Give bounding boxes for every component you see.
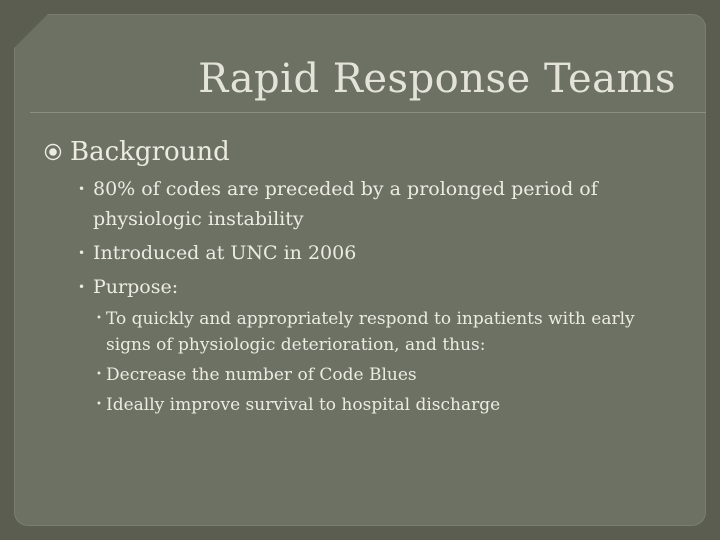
slide-content [44,134,680,418]
bullet-item [44,238,680,268]
title-divider [30,112,706,113]
bullet-dot-icon: • [78,246,86,260]
sub-bullet-text: Ideally improve survival to hospital discharge [106,395,501,415]
panel-corner-cut [14,14,48,48]
sub-bullet-dot-icon: • [96,369,102,380]
bullet-item [44,272,680,302]
bullet-item [44,174,680,234]
heading-row [44,134,680,170]
bullet-text: Introduced at UNC in 2006 [93,242,357,264]
sub-bullet-text: To quickly and appropriately respond to inpatients with early signs of physiologic deterioration, and thus: [106,309,635,355]
sub-bullet-item [44,362,680,388]
bullet-text: 80% of codes are preceded by a prolonged period of physiologic instability [93,178,598,230]
sub-bullet-text: Decrease the number of Code Blues [106,365,417,385]
bullet-dot-icon: • [78,280,86,294]
bullet-text: Purpose: [93,276,179,298]
circle-target-icon [44,143,62,161]
sub-bullet-item [44,306,680,358]
sub-bullet-dot-icon: • [96,399,102,410]
slide-title: Rapid Response Teams [198,56,676,102]
bullet-dot-icon: • [78,182,86,196]
sub-bullet-dot-icon: • [96,313,102,324]
section-heading: Background [70,137,230,167]
sub-bullet-item [44,392,680,418]
